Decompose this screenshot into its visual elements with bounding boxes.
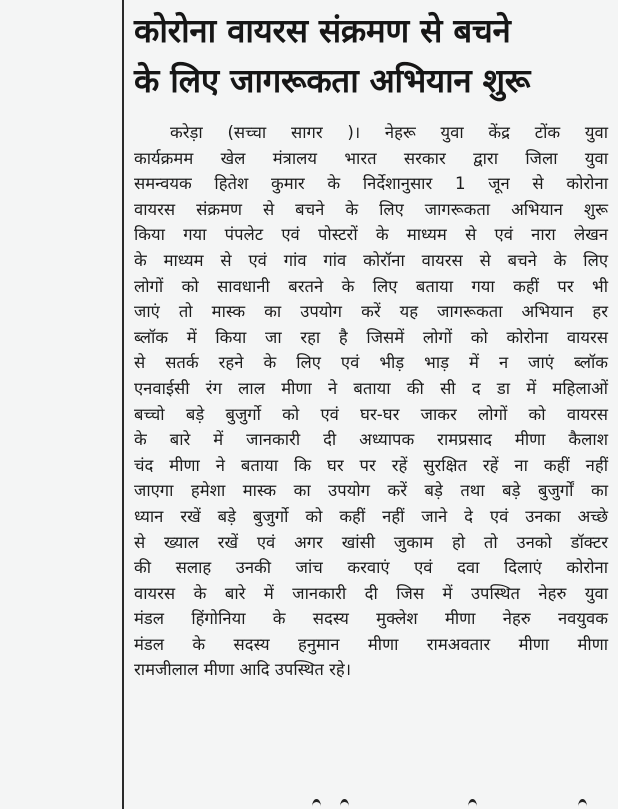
body-line: करेड़ा (सच्चा सागर )। नेहरू युवा केंद्र टोंक युवा: [170, 123, 608, 142]
body-line: ब्लॉक में किया जा रहा है जिसमें लोगों को कोरोना वायरस: [134, 327, 608, 347]
body-line: जाएं तो मास्क का उपयोग करें यह जागरूकता अभियान हर: [134, 302, 608, 322]
column-divider: [122, 0, 124, 809]
body-line: ध्यान रखें बड़े बुजुर्गो को कहीं नहीं जाने दे एवं उनका अच्छे: [134, 506, 608, 526]
body-line: समन्वयक हितेश कुमार के निर्देशानुसार 1 जून से कोरोना: [134, 174, 608, 194]
body-line: से ख्याल रखें एवं अगर खांसी जुकाम हो तो उनको डॉक्टर: [134, 532, 608, 552]
body-line: चंद मीणा ने बताया कि घर पर रहें सुरक्षित रहें ना कहीं नहीं: [134, 455, 608, 475]
body-line: वायरस संक्रमण से बचने के लिए जागरूकता अभियान शुरू: [134, 199, 608, 219]
body-line: कार्यक्रमम खेल मंत्रालय भारत सरकार द्वारा जिला युवा: [134, 148, 608, 168]
body-line: के बारे में जानकारी दी अध्यापक रामप्रसाद मीणा कैलाश: [134, 430, 608, 450]
headline: [134, 6, 608, 106]
body-line: के माध्यम से एवं गांव गांव कोरॉना वायरस से बचने के लिए: [134, 250, 608, 270]
news-article: [134, 6, 608, 683]
cropped-glyph: [578, 799, 587, 809]
body-line: बच्चो बड़े बुजुर्गो को एवं घर-घर जाकर लोगों को वायरस: [134, 404, 608, 424]
cropped-glyph: [340, 799, 349, 809]
headline-line-1: कोरोना वायरस संक्रमण से बचने: [134, 11, 511, 50]
cropped-glyph: [468, 799, 477, 809]
body-line: मंडल के सदस्य हनुमान मीणा रामअवतार मीणा मीणा: [134, 634, 608, 654]
body-line: की सलाह उनकी जांच करवाएं एवं दवा दिलाएं कोरोना: [134, 558, 608, 578]
body-line: से सतर्क रहने के लिए एवं भीड़ भाड़ में न जाएं ब्लॉक: [134, 353, 608, 373]
body-line: वायरस के बारे में जानकारी दी जिस में उपस्थित नेहरु युवा: [134, 583, 608, 603]
article-body: [134, 120, 608, 683]
body-line: किया गया पंपलेट एवं पोस्टरों के माध्यम से एवं नारा लेखन: [134, 225, 608, 245]
body-line: लोगों को सावधानी बरतने के लिए बताया गया कहीं पर भी: [134, 276, 608, 296]
body-line: जाएगा हमेशा मास्क का उपयोग करें बड़े तथा बड़े बुजुर्गों का: [134, 481, 608, 501]
cropped-next-text: [300, 795, 600, 809]
headline-line-2: के लिए जागरूकता अभियान शुरू: [134, 61, 531, 100]
body-line: एनवाईसी रंग लाल मीणा ने बताया की सी द डा में महिलाओं: [134, 378, 608, 398]
body-line: मंडल हिंगोनिया के सदस्य मुक्लेश मीणा नेहरु नवयुवक: [134, 609, 608, 629]
cropped-glyph: [312, 799, 321, 809]
body-line: रामजीलाल मीणा आदि उपस्थित रहे।: [134, 660, 351, 680]
